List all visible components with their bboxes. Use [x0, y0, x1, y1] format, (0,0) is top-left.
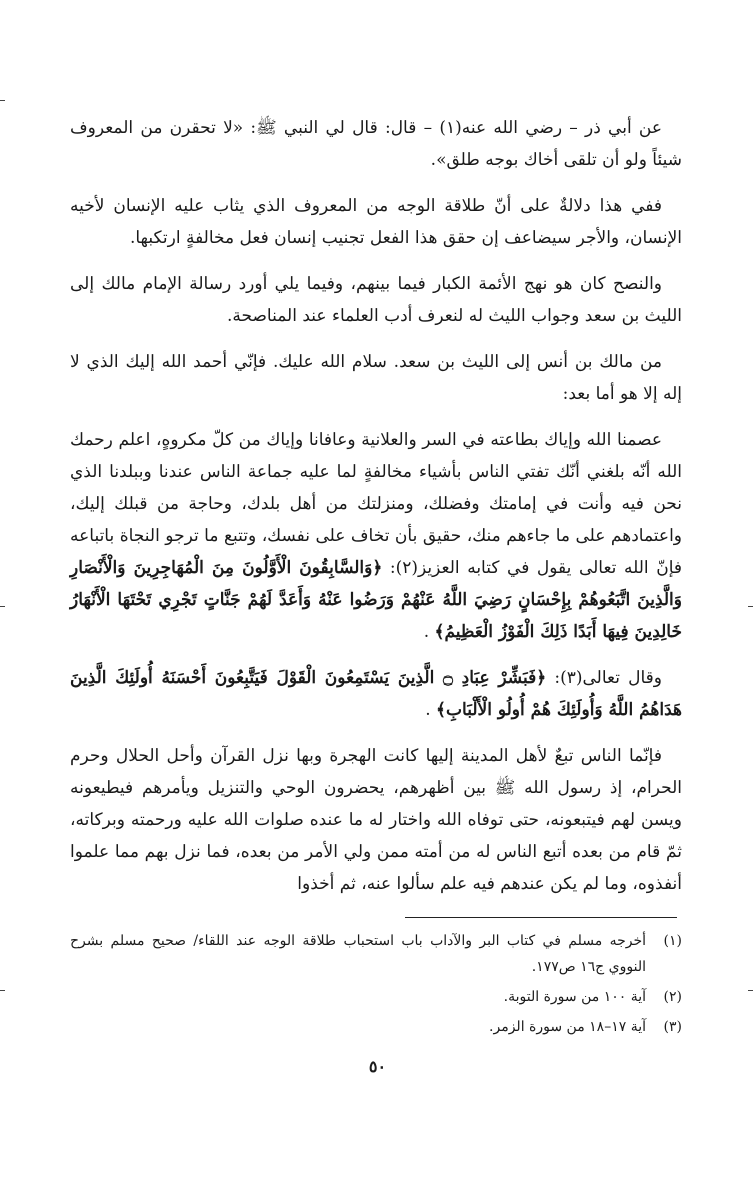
- footnote-3: [70, 1014, 682, 1040]
- paragraph-advice-imams: والنصح كان هو نهج الأئمة الكبار فيما بينهم، وفيما يلي أورد رسالة الإمام مالك إلى الليث بن سعد وجواب الليث له لنعرف أدب العلماء عند المناصحة.: [70, 274, 682, 326]
- paragraph-letter-opening: من مالك بن أنس إلى الليث بن سعد. سلام الله عليك. فإنّي أحمد الله إليك الذي لا إله إلا هو أما بعد:: [70, 352, 682, 404]
- margin-tick: [748, 990, 753, 991]
- footnote-text: آية ١٧–١٨ من سورة الزمر.: [489, 1019, 646, 1035]
- paragraph-zumar-verse: وقال تعالى(٣): ﴿فَبَشِّرْ عِبَادِ ۝ الَّذِينَ يَسْتَمِعُونَ الْقَوْلَ فَيَتَّبِعُونَ أَحْسَنَهُ أُولَئِكَ الَّذِينَ هَدَاهُمُ اللَّهُ وَأُولَئِكَ هُمْ أُولُو الْأَلْبَابِ﴾ .: [70, 668, 682, 720]
- footnote-text: آية ١٠٠ من سورة التوبة.: [503, 989, 646, 1005]
- page-body: [70, 112, 682, 914]
- footnote-divider: [405, 917, 677, 918]
- footnote-2: [70, 984, 682, 1010]
- footnote-number: (١): [663, 933, 682, 949]
- paragraph-madinah: فإنّما الناس تبعٌ لأهل المدينة إليها كانت الهجرة وبها نزل القرآن وأحل الحلال وحرم الحرام، إذ رسول الله ﷺ بين أظهرهم، يحضرون الوحي والتنزيل ويأمرهم فيطيعونه ويسن لهم فيتبعونه، حتى توفاه الله واختار له ما عنده صلوات الله عليه ورحمته وبركاته، ثمّ قام من بعده أتبع الناس له من أمته ممن ولي الأمر من بعده، فما نزل بهم مما علموا أنفذوه، وما لم يكن عندهم فيه علم سألوا عنه، ثم أخذوا: [70, 746, 682, 894]
- footnote-number: (٣): [663, 1019, 682, 1035]
- margin-tick: [0, 100, 5, 101]
- footnote-1: [70, 928, 682, 980]
- footnote-text: أخرجه مسلم في كتاب البر والآداب باب استحباب طلاقة الوجه عند اللقاء/ صحيح مسلم بشرح النووي ج١٦ ص١٧٧.: [70, 933, 646, 975]
- paragraph-abu-dhar-hadith: عن أبي ذر – رضي الله عنه(١) – قال: قال لي النبي ﷺ: «لا تحقرن من المعروف شيئاً ولو أن تلقى أخاك بوجه طلق».: [70, 118, 682, 170]
- margin-tick: [0, 990, 5, 991]
- quran-verse-tawbah: ﴿وَالسَّابِقُونَ الْأَوَّلُونَ مِنَ الْمُهَاجِرِينَ وَالْأَنْصَارِ وَالَّذِينَ اتَّبَعُوهُمْ بِإِحْسَانٍ رَضِيَ اللَّهُ عَنْهُمْ وَرَضُوا عَنْهُ وَأَعَدَّ لَهُمْ جَنَّاتٍ تَجْرِي تَحْتَهَا الْأَنْهَارُ خَالِدِينَ فِيهَا أَبَدًا ذَلِكَ الْفَوْزُ الْعَظِيمُ﴾: [70, 558, 682, 642]
- paragraph-smiling-face: ففي هذا دلالةٌ على أنّ طلاقة الوجه من المعروف الذي يثاب عليه الإنسان لأخيه الإنسان، والأجر سيضاعف إن حقق هذا الفعل تجنيب إنسان فعل مخالفةٍ ارتكبها.: [70, 196, 682, 248]
- margin-tick: [748, 606, 753, 607]
- margin-tick: [0, 606, 5, 607]
- footnote-number: (٢): [663, 989, 682, 1005]
- zumar-intro-text: وقال تعالى(٣):: [546, 668, 662, 688]
- footnotes: [70, 928, 682, 1044]
- quran-verse-zumar: ﴿فَبَشِّرْ عِبَادِ ۝ الَّذِينَ يَسْتَمِعُونَ الْقَوْلَ فَيَتَّبِعُونَ أَحْسَنَهُ أُولَئِكَ الَّذِينَ هَدَاهُمُ اللَّهُ وَأُولَئِكَ هُمْ أُولُو الْأَلْبَابِ﴾: [70, 668, 682, 720]
- paragraph-letter-body: عصمنا الله وإياك بطاعته في السر والعلانية وعافانا وإياك من كلّ مكروهٍ، اعلم رحمك الله أنّه بلغني أنّك تفتي الناس بأشياء مخالفةٍ لما عليه جماعة الناس عندنا وببلدنا الذي نحن فيه وأنت في إمامتك وفضلك، ومنزلتك من أهل بلدك، وحاجة من قبلك إليك، واعتمادهم على ما جاءهم منك، حقيق بأن تخاف على نفسك، وتتبع ما ترجو النجاة باتباعه فإنّ الله تعالى يقول في كتابه العزيز(٢): ﴿وَالسَّابِقُونَ الْأَوَّلُونَ مِنَ الْمُهَاجِرِينَ وَالْأَنْصَارِ وَالَّذِينَ اتَّبَعُوهُمْ بِإِحْسَانٍ رَضِيَ اللَّهُ عَنْهُمْ وَرَضُوا عَنْهُ وَأَعَدَّ لَهُمْ جَنَّاتٍ تَجْرِي تَحْتَهَا الْأَنْهَارُ خَالِدِينَ فِيهَا أَبَدًا ذَلِكَ الْفَوْزُ الْعَظِيمُ﴾ .: [70, 430, 683, 642]
- page-number: ٥٠: [368, 1057, 387, 1076]
- letter-body-text: عصمنا الله وإياك بطاعته في السر والعلانية وعافانا وإياك من كلّ مكروهٍ، اعلم رحمك الله أنّه بلغني أنّك تفتي الناس بأشياء مخالفةٍ لما عليه جماعة الناس عندنا وببلدنا الذي نحن فيه وأنت في إمامتك وفضلك، ومنزلتك من أهل بلدك، وحاجة من قبلك إليك، واعتمادهم على ما جاءهم منك، حقيق بأن تخاف على نفسك، وتتبع ما ترجو النجاة باتباعه فإنّ الله تعالى يقول في كتابه العزيز(٢):: [70, 430, 683, 578]
